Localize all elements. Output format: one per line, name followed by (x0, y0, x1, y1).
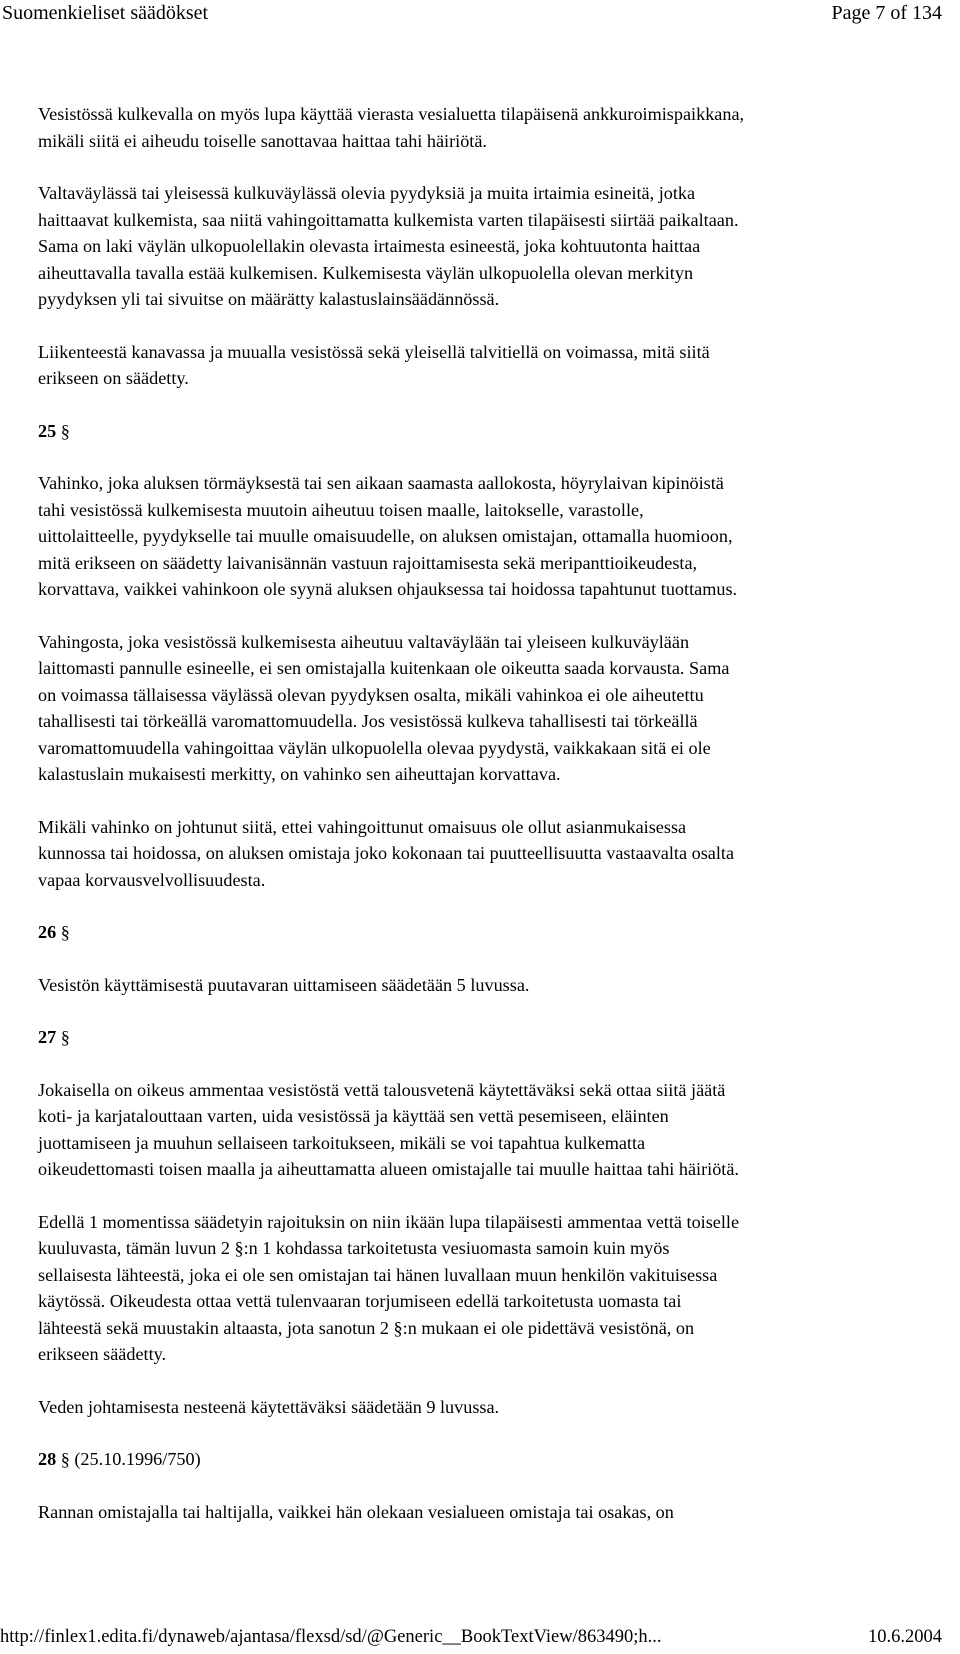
section-number: 25 (38, 420, 57, 441)
page-footer (0, 1625, 958, 1653)
section-heading-27 (38, 1024, 958, 1051)
section-number: 28 (38, 1449, 57, 1469)
paragraph: Veden johtamisesta nesteenä käytettäväksi säädetään 9 luvussa. (38, 1396, 500, 1417)
amendment-note: (25.10.1996/750) (74, 1449, 201, 1469)
paragraph: Edellä 1 momentissa säädetyin rajoituksin on niin ikään lupa tilapäisesti ammentaa vettä toiselle kuuluvasta, tämän luvun 2 §:n 1 kohdassa tarkoitetusta vesiuomasta samoin kuin myös sellaisesta lähteestä, joka ei ole sen omistajan tai hänen luvallaan muun henkilön vakituisessa käytössä. Oikeudesta ottaa vettä tulenvaaran torjumiseen edellä tarkoitetusta uomasta tai lähteestä sekä muustakin altaasta, jota sanotun 2 §:n mukaan ei ole pidettävä vesistönä, on erikseen säädetty. (38, 1211, 740, 1364)
section-number: 27 (38, 1027, 57, 1047)
section-heading-25 (38, 418, 958, 445)
paragraph: Vahingosta, joka vesistössä kulkemisesta aiheutuu valtaväylään tai yleiseen kulkuväylään laittomasti pannulle esineelle, ei sen omistajalla kuitenkaan ole oikeutta saada korvausta. Sama on voimassa tällaisessa väylässä olevan pyydyksen osalta, mikäli vahinkoa ei ole aiheutettu tahallisesti tai törkeällä varomattomuudella. Jos vesistössä kulkeva tahallisesti tai törkeällä varomattomuudella vahingoittaa väylän ulkopuolella olevaa pyydystä, vaikkakaan sitä ei ole kalastuslain mukaisesti merkitty, on vahinko sen aiheuttajan korvattava. (38, 631, 730, 784)
document-body (38, 101, 958, 1551)
page-number: Page 7 of 134 (831, 2, 942, 24)
paragraph: Vesistössä kulkevalla on myös lupa käyttää vierasta vesialuetta tilapäisenä ankkuroimispaikkana, mikäli siitä ei aiheudu toiselle sanottavaa haittaa tahi häiriötä. (38, 104, 745, 151)
paragraph: Mikäli vahinko on johtunut siitä, ettei vahingoittunut omaisuus ole ollut asianmukaisessa kunnossa tai hoidossa, on aluksen omistaja joko kokonaan tai puutteellisuutta vastaavalta osalta vapaa korvausvelvollisuudesta. (38, 816, 735, 890)
paragraph: Vahinko, joka aluksen törmäyksestä tai sen aikaan saamasta aallokosta, höyrylaivan kipinöistä tahi vesistössä kulkemisesta muutoin aiheutuu toisen maalle, laitokselle, varastolle, uittolaitteelle, pyydykselle tai muulle omaisuudelle, on aluksen omistajan, ottamalla huomioon, mitä erikseen on säädetty laivanisännän vastuun rajoittamisesta sekä meripanttioikeudesta, korvattava, vaikkei vahinkoon ole syynä aluksen ohjauksessa tai hoidossa tapahtunut tuottamus. (38, 473, 738, 599)
section-sign: § (60, 420, 70, 441)
paragraph: Valtaväylässä tai yleisessä kulkuväylässä olevia pyydyksiä ja muita irtaimia esineitä, jotka haittaavat kulkemista, saa niitä vahingoittamatta kulkemista varten tilapäisesti siirtää paikaltaan. Sama on laki väylän ulkopuolellakin olevasta irtaimesta esineestä, joka kohtuutonta haittaa aiheuttavalla tavalla estää kulkemisen. Kulkemisesta väylän ulkopuolella olevan merkityn pyydyksen yli tai sivuitse on määrätty kalastuslainsäädännössä. (38, 183, 739, 309)
print-date: 10.6.2004 (868, 1627, 942, 1647)
source-url: http://finlex1.edita.fi/dynaweb/ajantasa/flexsd/sd/@Generic__BookTextView/863490;h... (0, 1627, 662, 1647)
section-heading-28 (38, 1446, 958, 1473)
paragraph: Jokaisella on oikeus ammentaa vesistöstä vettä talousvetenä käytettäväksi sekä ottaa siitä jäätä koti- ja karjatalouttaan varten, uida vesistössä ja käyttää sen vettä pesemiseen, eläinten juottamiseen ja muuhun sellaiseen tarkoitukseen, mikäli se voi tapahtua kulkematta oikeudettomasti toisen maalla ja aiheuttamatta alueen omistajalle tai muulle haittaa tahi häiriötä. (38, 1079, 739, 1179)
section-sign: § (60, 922, 70, 942)
section-number: 26 (38, 922, 57, 942)
section-sign: § (60, 1027, 70, 1047)
paragraph: Vesistön käyttämisestä puutavaran uittamiseen säädetään 5 luvussa. (38, 974, 530, 995)
section-heading-26 (38, 919, 958, 946)
section-sign: § (60, 1449, 70, 1469)
paragraph: Rannan omistajalla tai haltijalla, vaikkei hän olekaan vesialueen omistaja tai osakas, on (38, 1501, 674, 1522)
page-header (2, 0, 942, 30)
document-title: Suomenkieliset säädökset (2, 2, 209, 24)
paragraph: Liikenteestä kanavassa ja muualla vesistössä sekä yleisellä talvitiellä on voimassa, mitä siitä erikseen on säädetty. (38, 341, 710, 388)
